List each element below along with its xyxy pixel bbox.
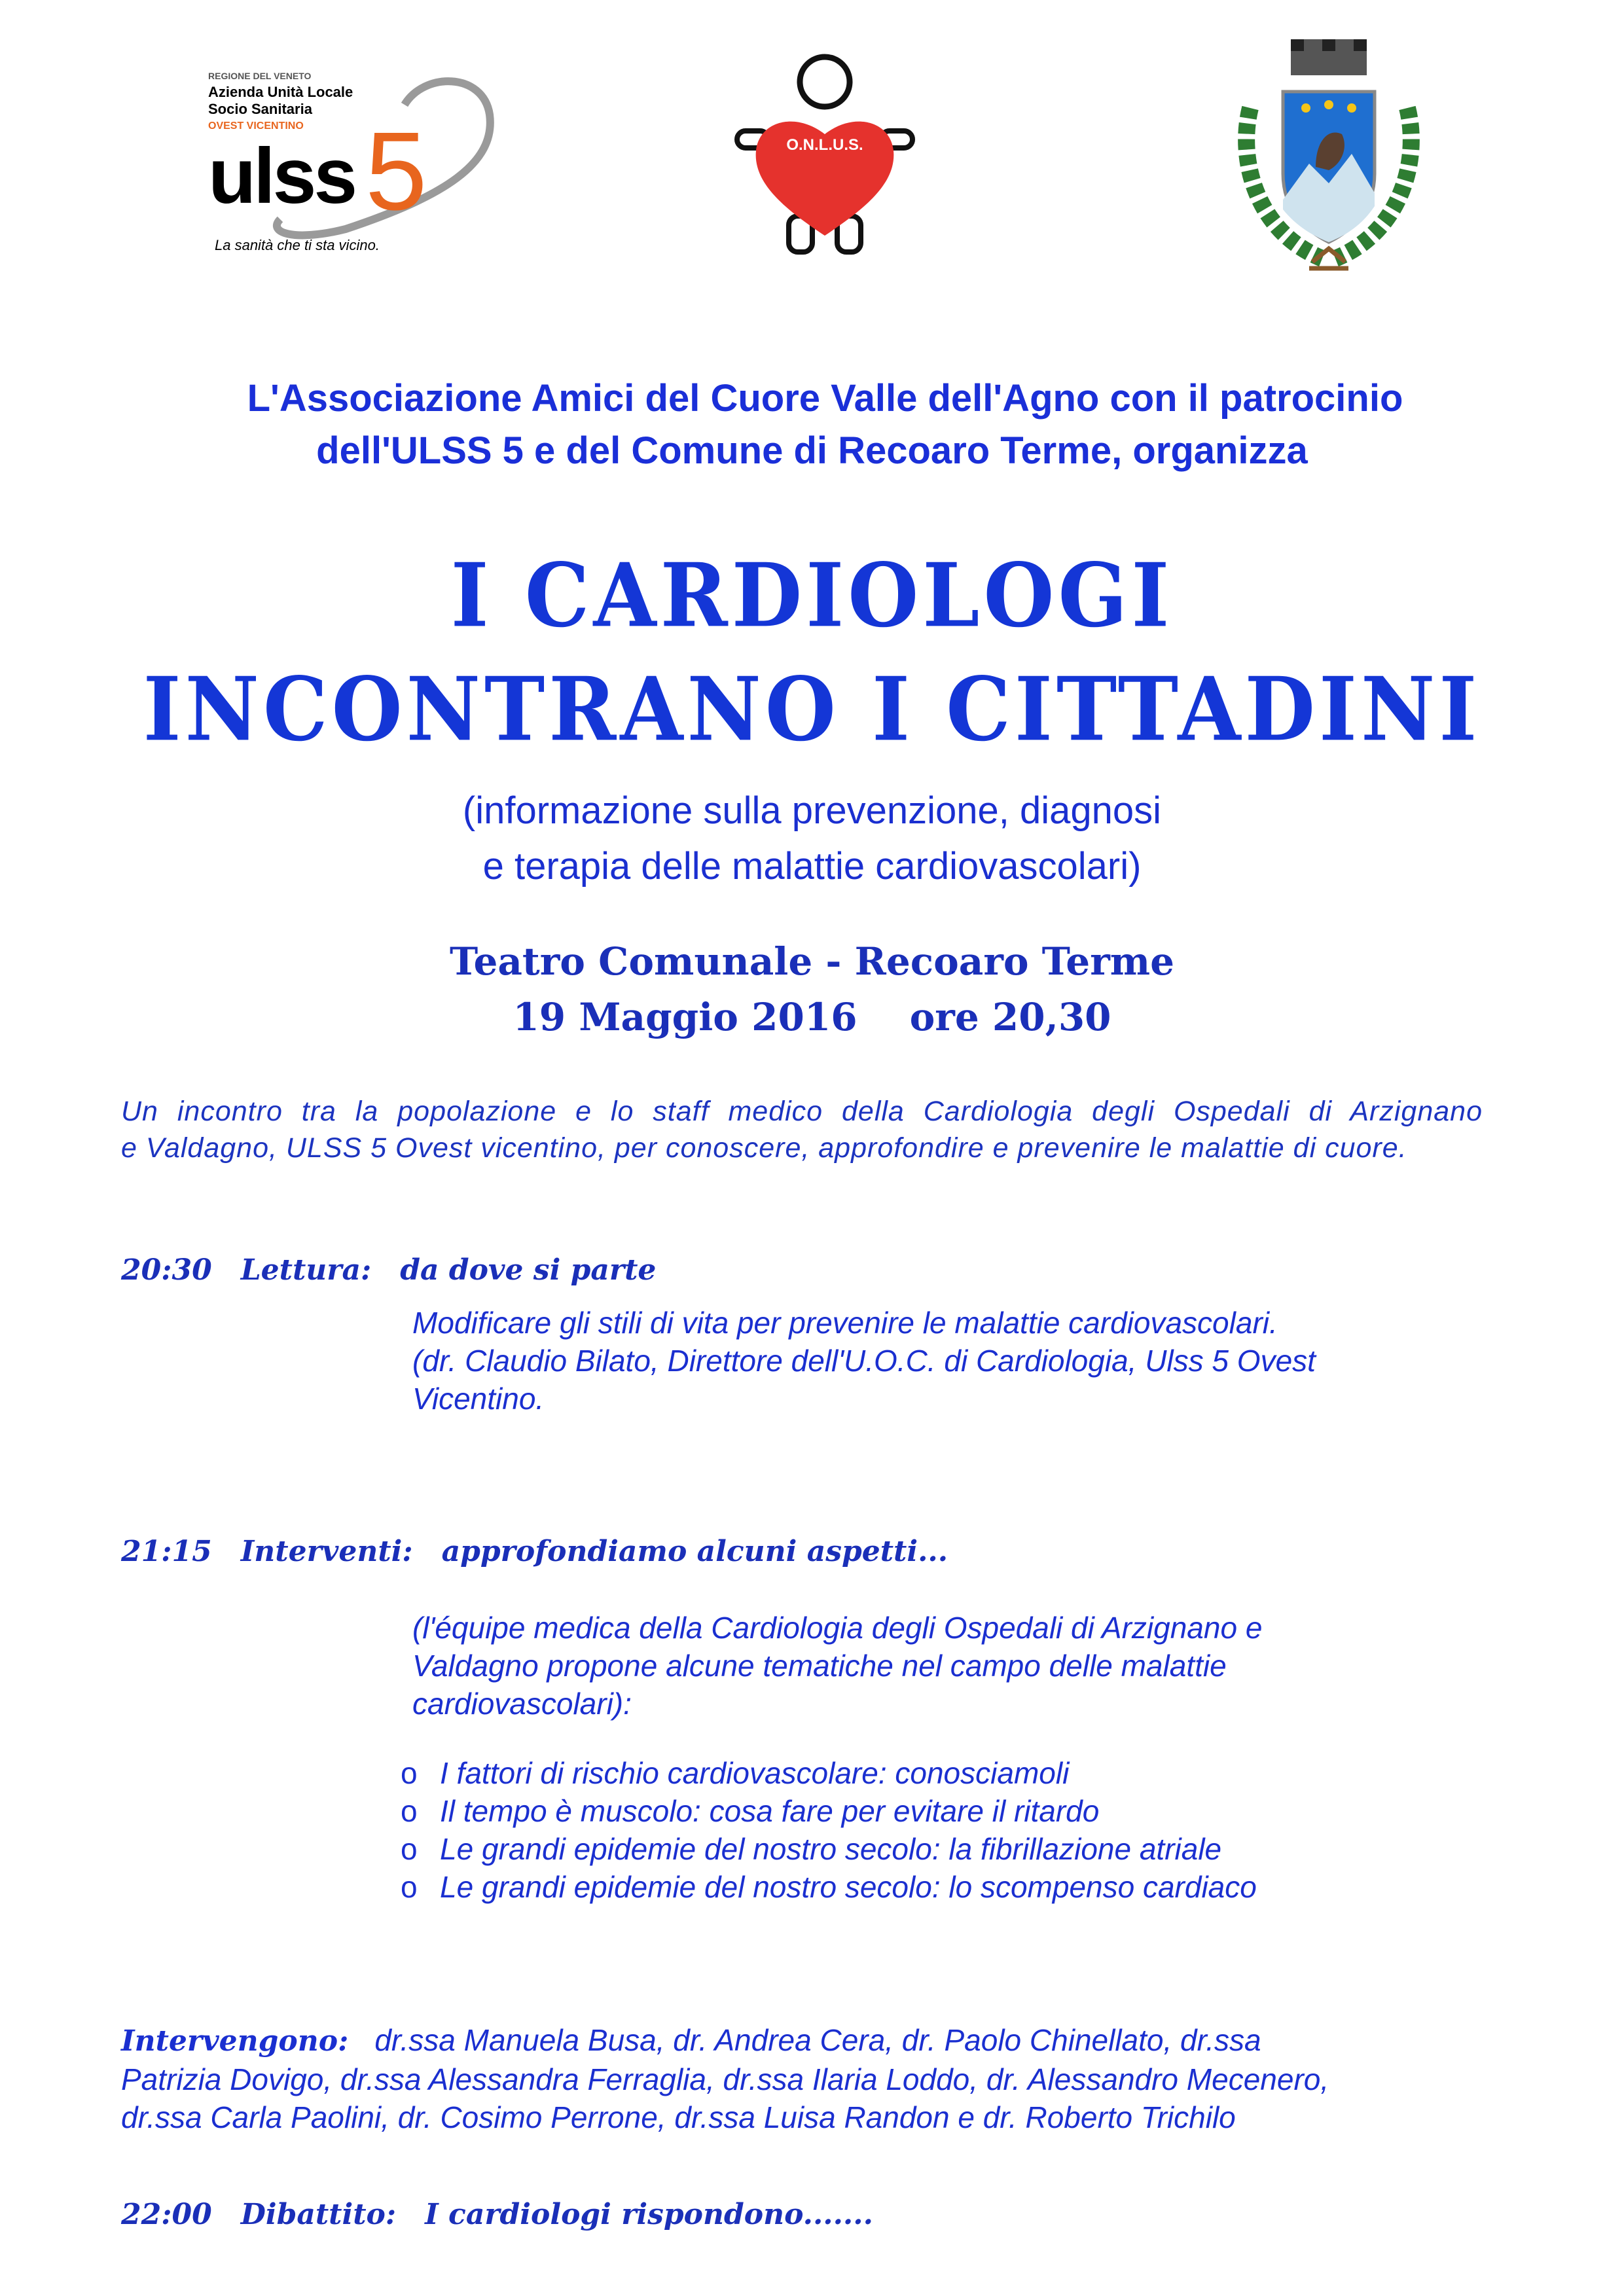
- ulss-agency-line2: Socio Sanitaria: [208, 101, 312, 117]
- speakers-line-3: dr.ssa Carla Paolini, dr. Cosimo Perrone, dr.ssa Luisa Randon e dr. Roberto Trichilo: [121, 2100, 1236, 2134]
- ulss-logo: [208, 65, 509, 262]
- program-topic: I cardiologi rispondono.......: [425, 2198, 873, 2231]
- svg-text:5: 5: [365, 109, 427, 234]
- program-time: 21:15: [121, 1535, 212, 1568]
- list-item: [401, 1830, 1513, 1868]
- list-item-text: Il tempo è muscolo: cosa fare per evitare il ritardo: [440, 1794, 1100, 1828]
- program-label: Lettura:: [240, 1253, 372, 1287]
- speakers-names-1: dr.ssa Manuela Busa, dr. Andrea Cera, dr. Paolo Chinellato, dr.ssa: [374, 2023, 1261, 2057]
- venue-datetime: [0, 995, 1624, 1039]
- bullet-icon: o: [401, 1756, 418, 1790]
- ulss-agency-line3: OVEST VICENTINO: [208, 120, 304, 132]
- list-item-text: Le grandi epidemie del nostro secolo: lo scompenso cardiaco: [440, 1870, 1257, 1904]
- program-item-debate: [121, 2198, 873, 2231]
- speakers-line-2: Patrizia Dovigo, dr.ssa Alessandra Ferraglia, dr.ssa Ilaria Loddo, dr. Alessandro Mecenero,: [121, 2062, 1329, 2096]
- subtitle-line-2: e terapia delle malattie cardiovascolari): [482, 845, 1142, 888]
- program-line: Valdagno propone alcune tematiche nel campo delle malattie: [412, 1649, 1227, 1683]
- program-time: 20:30: [121, 1253, 212, 1287]
- bullet-icon: o: [401, 1794, 418, 1828]
- program-topic: da dove si parte: [400, 1253, 657, 1287]
- event-description: [121, 1093, 1483, 1166]
- program-item-reading-header: [121, 1253, 656, 1287]
- program-label: Interventi:: [240, 1535, 413, 1568]
- program-label: Dibattito:: [240, 2198, 397, 2231]
- list-item: [401, 1754, 1513, 1792]
- speakers-label: Intervengono:: [121, 2024, 349, 2058]
- program-item-reading-body: [412, 1304, 1486, 1418]
- venue-place: Teatro Comunale - Recoaro Terme: [449, 939, 1175, 984]
- event-title-line-2: INCONTRANO I CITTADINI: [143, 658, 1481, 761]
- list-item: [401, 1868, 1513, 1906]
- program-topic: approfondiamo alcuni aspetti...: [441, 1535, 948, 1568]
- ulss-tagline: La sanità che ti sta vicino.: [215, 237, 380, 253]
- program-item-talks-header: [121, 1535, 948, 1568]
- ulss-agency-line1: Azienda Unità Locale: [208, 84, 353, 100]
- ulss-wordmark: ulss: [208, 132, 355, 220]
- program-item-talks-body: [412, 1609, 1434, 1723]
- ulss-agency: [208, 84, 353, 135]
- event-title-line-1: I CARDIOLOGI: [450, 545, 1174, 647]
- municipal-crest: [1231, 36, 1427, 278]
- program-line: (dr. Claudio Bilato, Direttore dell'U.O.C. di Cardiologia, Ulss 5 Ovest: [412, 1344, 1316, 1378]
- event-date: 19 Maggio 2016: [513, 995, 857, 1039]
- bullet-icon: o: [401, 1832, 418, 1866]
- speakers-block: [121, 2021, 1483, 2136]
- ulss-region: REGIONE DEL VENETO: [208, 71, 312, 81]
- event-time: ore 20,30: [909, 995, 1111, 1039]
- program-line: Modificare gli stili di vita per prevenire le malattie cardiovascolari.: [412, 1306, 1278, 1340]
- intro-line-1: L'Associazione Amici del Cuore Valle dell'Agno con il patrocinio: [247, 377, 1403, 420]
- program-line: Vicentino.: [412, 1382, 545, 1416]
- intro-line-2: dell'ULSS 5 e del Comune di Recoaro Terme, organizza: [316, 429, 1308, 472]
- list-item-text: Le grandi epidemie del nostro secolo: la fibrillazione atriale: [440, 1832, 1222, 1866]
- list-item-text: I fattori di rischio cardiovascolare: conosciamoli: [440, 1756, 1070, 1790]
- topics-list: [401, 1754, 1513, 1906]
- speakers-line-1: [121, 2021, 1483, 2060]
- list-item: [401, 1792, 1513, 1830]
- onlus-label: O.N.L.U.S.: [786, 136, 863, 154]
- onlus-logo: [733, 52, 916, 255]
- bullet-icon: o: [401, 1870, 418, 1904]
- program-time: 22:00: [121, 2198, 212, 2231]
- subtitle-line-1: (informazione sulla prevenzione, diagnosi: [462, 789, 1162, 832]
- description-line-1: Un incontro tra la popolazione e lo staff medico della Cardiologia degli Ospedali di Arzignano: [121, 1096, 1483, 1127]
- program-line: (l'équipe medica della Cardiologia degli Ospedali di Arzignano e: [412, 1611, 1263, 1645]
- program-line: cardiovascolari):: [412, 1687, 632, 1721]
- municipal-crest-icon: [1231, 36, 1427, 278]
- description-line-2: e Valdagno, ULSS 5 Ovest vicentino, per conoscere, approfondire e prevenire le malattie di cuore.: [121, 1132, 1407, 1164]
